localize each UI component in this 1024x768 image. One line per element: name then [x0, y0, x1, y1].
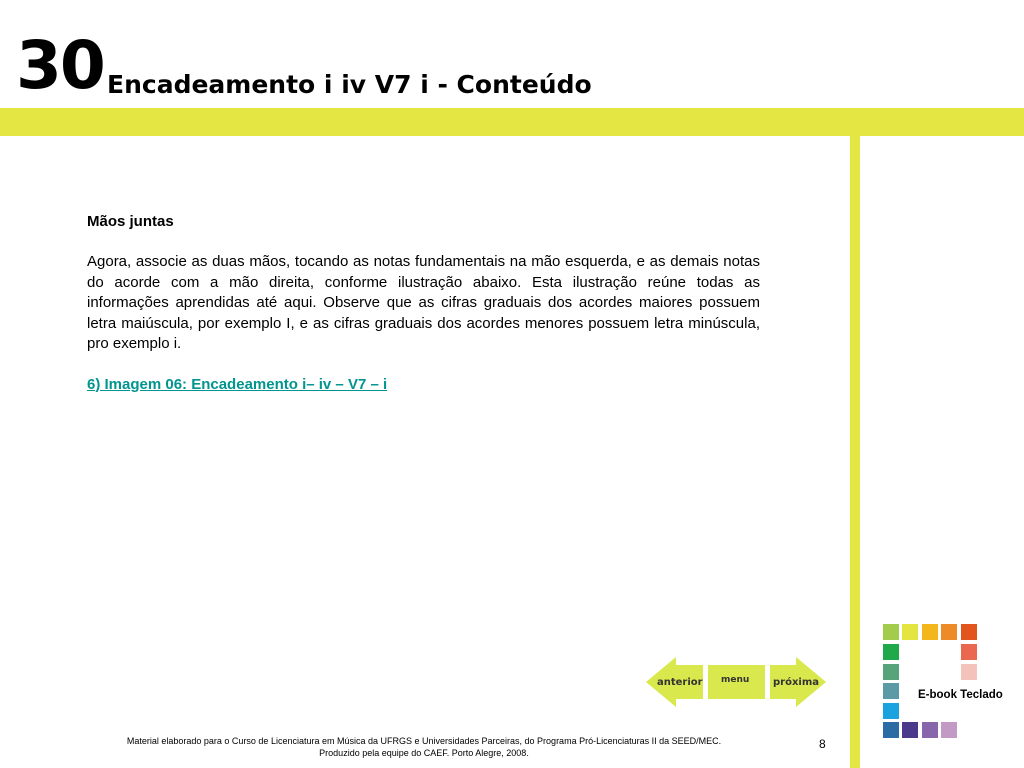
logo-square — [902, 722, 918, 738]
footer-line-2: Produzido pela equipe do CAEF. Porto Alegre, 2008. — [319, 747, 529, 758]
logo-square — [883, 703, 899, 719]
logo-square — [883, 683, 899, 699]
next-button[interactable]: próxima — [773, 677, 820, 688]
logo-square — [883, 644, 899, 660]
logo-square — [922, 722, 938, 738]
logo-square — [883, 624, 899, 640]
logo-square — [961, 644, 977, 660]
footer-line-1: Material elaborado para o Curso de Licenciatura em Música da UFRGS e Universidades Parceiras, do Programa Pró-Licenciaturas II da SEED/MEC. — [126, 736, 722, 746]
logo-square — [883, 664, 899, 680]
image-link[interactable]: 6) Imagem 06: Encadeamento i– iv – V7 – i — [87, 375, 388, 393]
logo-square — [883, 722, 899, 738]
page-title: Encadeamento i iv V7 i - Conteúdo — [107, 70, 592, 99]
logo-square — [941, 722, 957, 738]
page-header — [0, 0, 1024, 108]
navigation — [646, 655, 828, 709]
section-title: Mãos juntas — [87, 213, 174, 230]
main-content — [87, 212, 760, 395]
body-paragraph: Agora, associe as duas mãos, tocando as notas fundamentais na mão esquerda, e as demais notas do acorde com a mão direita, conforme ilustração abaixo. Esta ilustração reúne todas as informações aprendidas até aqui. Observe que as cifras graduais dos acordes maiores possuem letra maiúscula, por exemplo I, e as cifras graduais dos acordes menores possuem letra minúscula, pro exemplo i. — [87, 253, 760, 352]
sidebar-divider — [850, 136, 860, 768]
logo-square — [922, 624, 938, 640]
logo-square — [961, 664, 977, 680]
header-band — [0, 108, 1024, 136]
page-number: 8 — [819, 737, 826, 751]
lesson-number: 30 — [16, 27, 104, 104]
logo-square — [941, 624, 957, 640]
logo-square — [902, 624, 918, 640]
logo-square — [961, 624, 977, 640]
footer-credits — [90, 736, 758, 759]
previous-button[interactable]: anterior — [657, 677, 703, 688]
menu-button[interactable]: menu — [721, 675, 750, 685]
logo-text: E-book Teclado — [918, 689, 1003, 701]
